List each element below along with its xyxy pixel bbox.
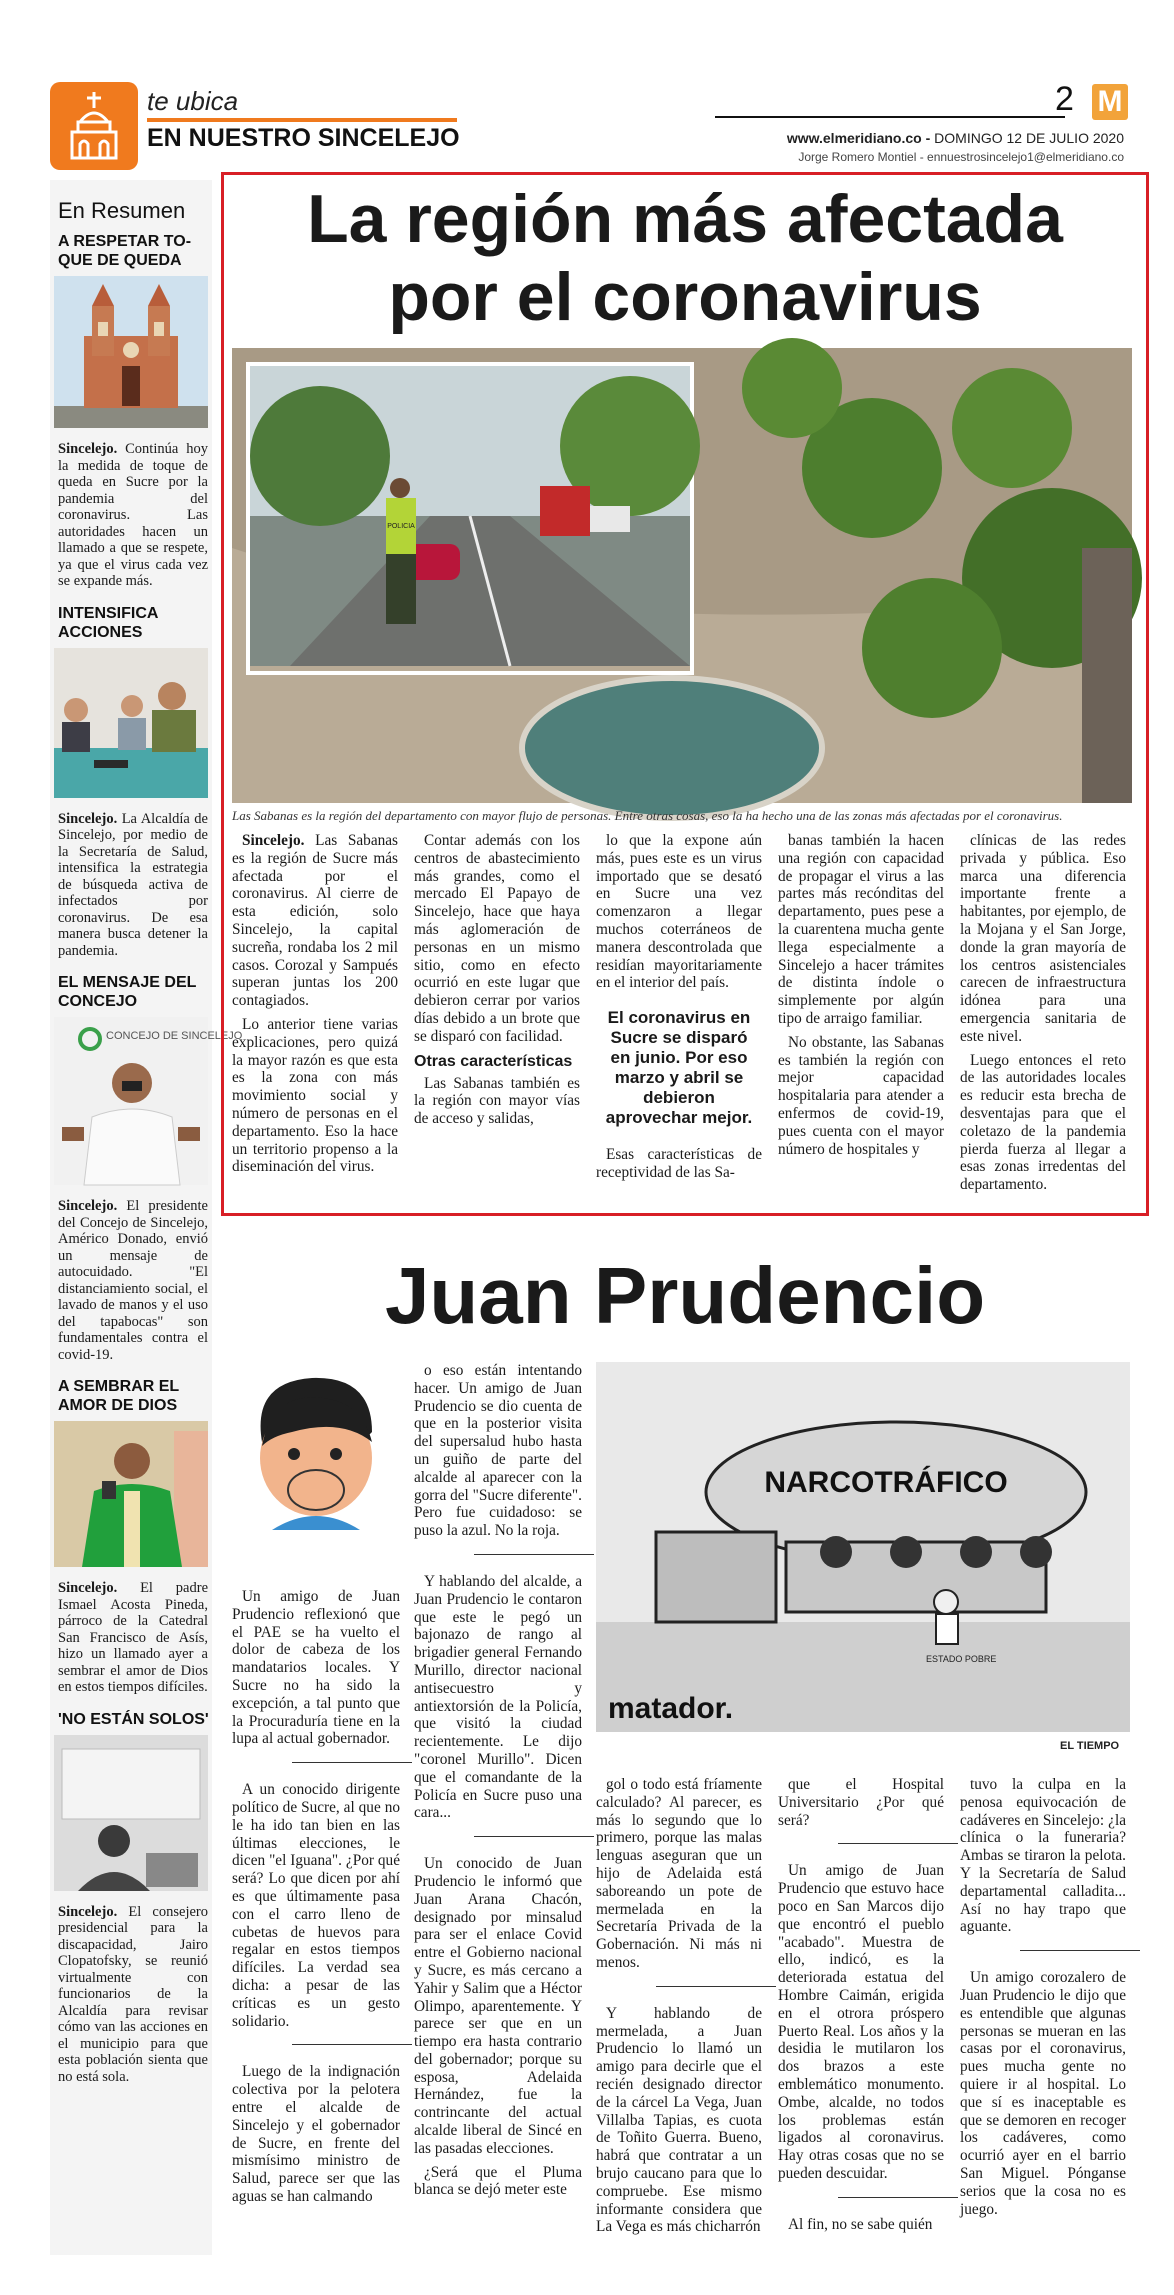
byline: Jorge Romero Montiel - ennuestrosincelejo1@elmeridiano.co bbox=[798, 150, 1124, 164]
kicker-underline bbox=[147, 118, 457, 122]
gossip-paragraph: o eso están intentando hacer. Un amigo de Juan Prudencio se dio cuenta de que en la posterior visita del supersalud hubo hasta un guiño de parte del alcalde al aparecer con la gorra del "Sucre diferente". Pero fue cuidadoso: se puso la azul. No la roja. bbox=[414, 1362, 582, 1540]
section-kicker: te ubica bbox=[147, 86, 239, 116]
summary-lead: Sincelejo. bbox=[58, 1198, 118, 1214]
cartoon-sign: ESTADO POBRE bbox=[926, 1654, 997, 1664]
summary-body: El presidente del Concejo de Sincelejo, Américo Donado, envió un mensaje de autocuidado. "El distanciamiento social, el lavado de manos y el uso del tapabocas" son fundamentales contra el covid-19. bbox=[58, 1198, 208, 1363]
priest-photo bbox=[54, 1421, 208, 1572]
story-column-3 bbox=[596, 832, 762, 1188]
dateline-lead: Sincelejo. bbox=[242, 832, 305, 849]
gossip-paragraph: Un amigo de Juan Prudencio reflexionó que el PAE se ha vuelto el dolor de cabeza de los mandatarios locales. Y Sucre no ha sido la excepción, a tal punto que la Procuraduría tiene en la lupa al actual gobernador. bbox=[232, 1588, 400, 1748]
gossip-paragraph: ¿Será que el Pluma blanca se dejó meter este bbox=[414, 2163, 582, 2199]
police-checkpoint-photo bbox=[246, 362, 694, 675]
summary-headline: A SEMBRAR EL AMOR DE DIOS bbox=[58, 1378, 179, 1414]
summary-text bbox=[58, 1904, 208, 2086]
main-headline bbox=[228, 180, 1142, 336]
gossip-column-4 bbox=[778, 1776, 944, 2240]
summary-body: El padre Ismael Acosta Pineda, párroco de la Catedral San Francisco de Asís, hizo un llamado ayer a sembrar el amor de Dios en estos tiempos difíciles. bbox=[58, 1580, 208, 1695]
summary-text bbox=[58, 811, 208, 960]
story-paragraph: lo que la expone aún más, pues este es un virus importado que se desató en Sucre una vez comenzaron a llegar muchos coterráneos de manera descontrolada que residían mayoritariamente en el interior del país. bbox=[596, 832, 762, 992]
section-title: EN NUESTRO SINCELEJO bbox=[147, 124, 460, 152]
story-subhead: Otras características bbox=[414, 1052, 573, 1070]
virtual-meeting-photo bbox=[54, 1735, 208, 1896]
summary-lead: Sincelejo. bbox=[58, 1580, 118, 1596]
summary-item bbox=[50, 1710, 212, 2086]
gossip-paragraph: gol o todo está fríamente calculado? Al parecer, es más lo segundo que lo primero, porque las malas lenguas aseguran que un hijo de Adelaida está saboreando un pote de mermelada en la Secretaría Privada de la Gobernación. Ni más ni menos. bbox=[596, 1776, 762, 1971]
summary-lead: Sincelejo. bbox=[58, 441, 118, 457]
gossip-column-1 bbox=[232, 1588, 400, 2212]
gossip-paragraph: Un amigo corozalero de Juan Prudencio le dijo que es entendible que algunas personas se mueran en las casas por el coronavirus, pues mucha gente no quiere ir al hospital. Lo que sí es inaceptable es que se demoren en recoger los cadáveres, como ocurrió ayer en el barrio San Miguel. Pónganse serios que la cosa no es juego. bbox=[960, 1969, 1126, 2218]
summary-text bbox=[58, 441, 208, 590]
summary-headline: INTENSIFICA ACCIONES bbox=[58, 604, 158, 641]
summary-body: La Alcaldía de Sincelejo, por medio de la Secretaría de Salud, intensifica la estrategia de búsqueda activa de infectados por coronavirus. De esa manera busca detener la pandemia. bbox=[58, 810, 208, 959]
gossip-paragraph: Un conocido de Juan Prudencio le informó que Juan Arana Chacón, designado por minsalud para ser el enlace Covid entre el Gobierno nacional y Sucre, es más cercano a Yahir y Salim que a Héctor Olimpo, aparentemente. Y parece ser que en un tiempo era hasta contrario del gobernador; porque su esposa, Adelaida Hernández, fue la contrincante del actual alcalde liberal de Sincé en las pasadas elecciones. bbox=[414, 1855, 582, 2157]
summary-item bbox=[50, 604, 212, 960]
council-president-photo bbox=[54, 1017, 243, 1190]
item-separator bbox=[474, 1554, 594, 1555]
gossip-column-5 bbox=[960, 1776, 1126, 2224]
cartoon-credit: EL TIEMPO bbox=[1060, 1740, 1120, 1752]
headline-line-2: por el coronavirus bbox=[388, 259, 982, 335]
summary-sidebar bbox=[50, 180, 243, 2255]
website-link[interactable]: www.elmeridiano.co - bbox=[786, 130, 931, 146]
cartoon-label: NARCOTRÁFICO bbox=[764, 1466, 1008, 1499]
story-column-2 bbox=[414, 832, 580, 1134]
story-column-5 bbox=[960, 832, 1126, 1200]
page-number: 2 bbox=[1055, 80, 1074, 118]
issue-date: DOMINGO 12 DE JULIO 2020 bbox=[934, 130, 1124, 146]
photo-caption: Las Sabanas es la región del departamento con mayor flujo de personas. Entre otras cosas, eso la ha hecho una de las zonas más afectadas por el coronavirus. bbox=[232, 808, 1063, 823]
gossip-paragraph: Un amigo de Juan Prudencio que estuvo hace poco en San Marcos dijo que encontró el pueblo "acabado". Muestra de ello, indicó, es la deteriorada estatua del Hombre Caimán, erigida en el otrora próspero Puerto Real. Los años y la desidia le mutilaron los dos brazos a este emblemático monumento. Ombe, alcalde, no todos los problemas están ligados al coronavirus. Hay otras cosas que no se pueden descuidar. bbox=[778, 1862, 944, 2182]
section-logo bbox=[50, 82, 138, 170]
dateline bbox=[787, 130, 1124, 146]
vest-label: POLICIA bbox=[387, 523, 415, 530]
story-paragraph: banas también la hacen una región con capacidad de propagar el virus a las partes más recónditas del departamento, pues pese a la cuarentena mucha gente llega especialmente a Sincelejo a hacer trámites de distinta índole o simplemente por algún tipo de arraigo familiar. bbox=[778, 832, 944, 1027]
gossip-paragraph: Luego de la indignación colectiva por la pelotera entre el alcalde de Sincelejo y el gobernador de Sucre, en frente del mismísimo ministro de Salud, parece ser que las aguas se han calmando bbox=[232, 2063, 400, 2205]
item-separator bbox=[838, 1843, 958, 1844]
item-separator bbox=[838, 2197, 958, 2198]
item-separator bbox=[1020, 1950, 1140, 1951]
summary-headline: A RESPETAR TO-QUE DE QUEDA bbox=[58, 233, 192, 269]
gossip-paragraph: Y hablando de mermelada, a Juan Prudencio lo llamó un amigo para decirle que el recién designado director de la cárcel La Vega, Juan Villalba Tapias, es cuota de Toñito Guerra. Bueno, habrá que contratar a un brujo caucano para que lo compruebe. Ese mismo informante considera que La Vega es más chicharrón bbox=[596, 2004, 762, 2236]
gossip-paragraph: Al fin, no se sabe quién bbox=[788, 2215, 933, 2233]
mascot-illustration bbox=[232, 1362, 400, 1535]
brand-logo: M bbox=[1092, 84, 1128, 120]
gossip-column-3 bbox=[596, 1776, 762, 2242]
item-separator bbox=[292, 1762, 412, 1763]
story-column-4 bbox=[778, 832, 944, 1164]
summary-text bbox=[58, 1580, 208, 1696]
story-paragraph: Esas características de receptividad de las Sa- bbox=[596, 1146, 762, 1181]
gossip-paragraph: tuvo la culpa en la penosa equivocación de cadáveres en Sincelejo: ¿la clínica o la funeraria? Ambas se tiraron la pelota. Y la Secretaría de Salud departamental calladita... Así no hay trapo que aguante. bbox=[960, 1776, 1126, 1936]
summary-text bbox=[58, 1198, 208, 1363]
story-paragraph: Lo anterior tiene varias explicaciones, pero quizá la mayor razón es que esta es la zona con más movimiento social y número de personas en el departamento. Eso la hace un territorio propenso a la diseminación del virus. bbox=[232, 1015, 398, 1176]
header-rule bbox=[715, 116, 1065, 118]
church-icon bbox=[50, 82, 138, 170]
gossip-paragraph: que el Hospital Universitario ¿Por qué será? bbox=[778, 1776, 944, 1829]
item-separator bbox=[474, 1836, 594, 1837]
council-logo-text: CONCEJO DE SINCELEJO bbox=[106, 1030, 243, 1042]
summary-body: El consejero presidencial para la discapacidad, Jairo Clopatofsky, se reunió virtualmente con funcionarios de la Alcaldía para revisar cómo van las acciones en el municipio para que esta población sienta que no está sola. bbox=[58, 1903, 208, 2085]
story-paragraph: Las Sabanas es la región de Sucre más afectada por el coronavirus. Al cierre de esta edición, solo Sincelejo, la capital sucreña, rondaba los 2 mil casos. Corozal y Sampués superan juntas los 200 contagiados. bbox=[232, 832, 398, 1010]
summary-headline: 'NO ESTÁN SOLOS' bbox=[58, 1710, 209, 1728]
summary-headline: EL MENSAJE DEL CONCEJO bbox=[58, 974, 197, 1010]
story-paragraph: Luego entonces el reto de las autoridades locales es reducir esta brecha de desventajas para que el coletazo de la pandemia pierda fuerza al llegar a esas zonas irredentas del departamento. bbox=[960, 1051, 1126, 1194]
gossip-paragraph: Y hablando del alcalde, a Juan Prudencio le contaron que este le pegó un bajonazo de rango al brigadier general Fernando Murillo, director nacional antisecuestro y antiextorsión de la Policía, que visitó la ciudad recientemente. Le dijo "coronel Murillo". Dicen que el comandante de la Policía en Sucre puso una cara... bbox=[414, 1572, 582, 1822]
meeting-photo bbox=[54, 648, 208, 803]
story-column-1 bbox=[232, 832, 398, 1182]
summary-item bbox=[50, 232, 212, 590]
story-paragraph: Las Sabanas también es la región con mayor vías de acceso y salidas, bbox=[414, 1074, 580, 1128]
story-paragraph: No obstante, las Sabanas es también la región con mejor capacidad hospitalaria para atender a enfermos de covid-19, pues cuenta con el mayor número de hospitales y bbox=[778, 1033, 944, 1158]
story-paragraph: clínicas de las redes privada y pública. Eso marca una diferencia importante frente a habitantes, por ejemplo, de la Mojana y el San Jorge, donde la gran mayoría de los centros asistenciales carecen de infraestructura idónea para una emergencia sanitaria de este nivel. bbox=[960, 832, 1126, 1045]
summary-item bbox=[50, 973, 243, 1363]
headline-line-1: La región más afectada bbox=[307, 181, 1063, 257]
summary-item bbox=[50, 1377, 212, 1696]
item-separator bbox=[292, 2044, 412, 2045]
summary-body: Continúa hoy la medida de toque de queda en Sucre por la pandemia del coronavirus. Las autoridades hacen un llamado a que se respete, ya que el virus cada vez se expande más. bbox=[58, 441, 208, 589]
story-paragraph: Contar además con los centros de abastecimiento más grandes, como el mercado El Papayo de Sincelejo, hace que haya más aglomeración de personas en un mismo sitio, como en efecto ocurrió en este lugar que debieron cerrar por varios días debido a un brote que se disparó con facilidad. bbox=[414, 832, 580, 1045]
summary-lead: Sincelejo. bbox=[58, 1903, 118, 1920]
summary-lead: Sincelejo. bbox=[58, 810, 118, 827]
column-title: Juan Prudencio bbox=[384, 1251, 986, 1340]
editorial-cartoon bbox=[596, 1362, 1130, 1737]
item-separator bbox=[656, 1986, 776, 1987]
pull-quote: El coronavirus en Sucre se disparó en junio. Por eso marzo y abril se debieron aprovechar mejor. bbox=[605, 1008, 753, 1128]
gossip-column-2 bbox=[414, 1362, 582, 2205]
sidebar-title: En Resumen bbox=[58, 198, 186, 223]
gossip-paragraph: A un conocido dirigente político de Sucre, al que no le ha ido tan bien en las últimas elecciones, le dicen "el Iguana". ¿Por qué será? Lo que dicen por ahí es que últimamente pasa con el carro lleno de cubetas de huevos para regalar en estos tiempos difíciles. La verdad sea dicha: a pesar de las críticas es un gesto solidario. bbox=[232, 1781, 400, 2030]
cartoonist-signature: matador. bbox=[608, 1692, 734, 1725]
cathedral-photo bbox=[54, 276, 208, 433]
